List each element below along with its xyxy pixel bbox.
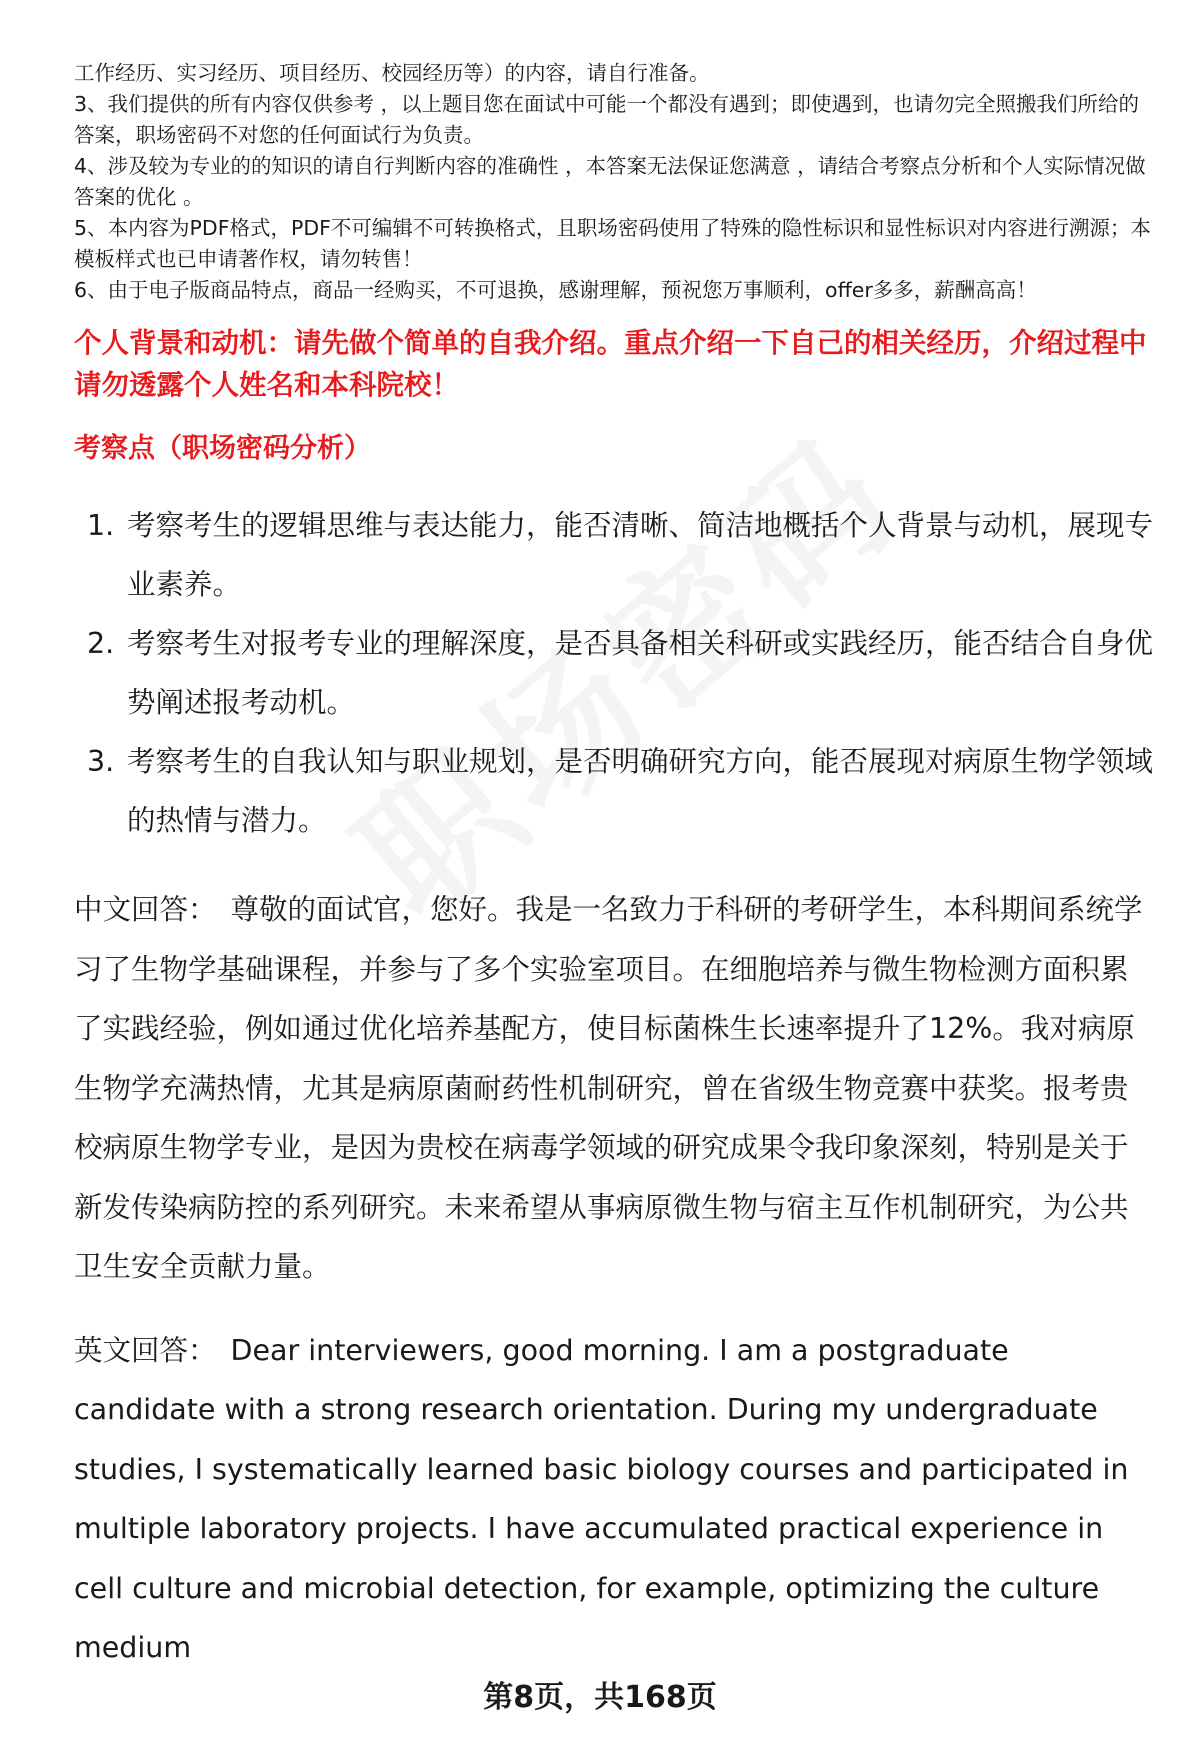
list-item-text: 考察考生的逻辑思维与表达能力，能否清晰、简洁地概括个人背景与动机，展现专业素养。	[127, 509, 1154, 601]
focus-points-list	[74, 496, 1154, 850]
chinese-answer	[74, 880, 1154, 1297]
list-item-number: 1.	[87, 509, 115, 542]
page-number: 第8页，共168页	[483, 1680, 717, 1715]
question-heading: 个人背景和动机：请先做个简单的自我介绍。重点介绍一下自己的相关经历，介绍过程中请勿透露个人姓名和本科院校！	[74, 327, 1147, 401]
english-answer-label: 英文回答：	[74, 1333, 217, 1367]
page-content	[74, 58, 1154, 1678]
note-line: 3、我们提供的所有内容仅供参考 ，以上题目您在面试中可能一个都没有遇到；即使遇到，也请勿完全照搬我们所给的答案，职场密码不对您的任何面试行为负责。	[74, 92, 1140, 147]
list-item	[74, 496, 1154, 614]
list-item-number: 3.	[87, 745, 115, 778]
chinese-answer-text: 尊敬的面试官，您好。我是一名致力于科研的考研学生，本科期间系统学习了生物学基础课程，并参与了多个实验室项目。在细胞培养与微生物检测方面积累了实践经验，例如通过优化培养基配方，使目标菌株生长速率提升了12%。我对病原生物学充满热情，尤其是病原菌耐药性机制研究，曾在省级生物竞赛中获奖。报考贵校病原生物学专业，是因为贵校在病毒学领域的研究成果令我印象深刻，特别是关于新发传染病防控的系列研究。未来希望从事病原微生物与宿主互作机制研究，为公共卫生安全贡献力量。	[74, 893, 1143, 1283]
list-item-text: 考察考生对报考专业的理解深度，是否具备相关科研或实践经历，能否结合自身优势阐述报考动机。	[127, 627, 1154, 719]
note-line: 4、涉及较为专业的的知识的请自行判断内容的准确性 ，本答案无法保证您满意 ，请结合考察点分析和个人实际情况做答案的优化 。	[74, 154, 1146, 209]
note-line: 6、由于电子版商品特点，商品一经购买，不可退换，感谢理解，预祝您万事顺利，offer多多，薪酬高高！	[74, 278, 1037, 302]
note-line: 工作经历、实习经历、项目经历、校园经历等）的内容，请自行准备。	[74, 61, 710, 85]
chinese-answer-label: 中文回答：	[74, 893, 217, 926]
list-item-number: 2.	[87, 627, 115, 660]
list-item	[74, 614, 1154, 732]
list-item	[74, 732, 1154, 850]
notes-section	[74, 58, 1154, 306]
english-answer-text: Dear interviewers, good morning. I am a postgraduate candidate with a strong research orientation. During my undergraduate studies, I systematically learned basic biology courses and participated in multiple laboratory projects. I have accumulated practical experience in cell culture and microbial detection, for example, optimizing the culture medium	[74, 1333, 1129, 1664]
note-line: 5、本内容为PDF格式，PDF不可编辑不可转换格式，且职场密码使用了特殊的隐性标识和显性标识对内容进行溯源；本模板样式也已申请著作权，请勿转售！	[74, 216, 1151, 271]
english-answer	[74, 1321, 1154, 1678]
focus-heading: 考察点（职场密码分析）	[74, 433, 371, 464]
list-item-text: 考察考生的自我认知与职业规划，是否明确研究方向，能否展现对病原生物学领域的热情与潜力。	[127, 745, 1154, 837]
